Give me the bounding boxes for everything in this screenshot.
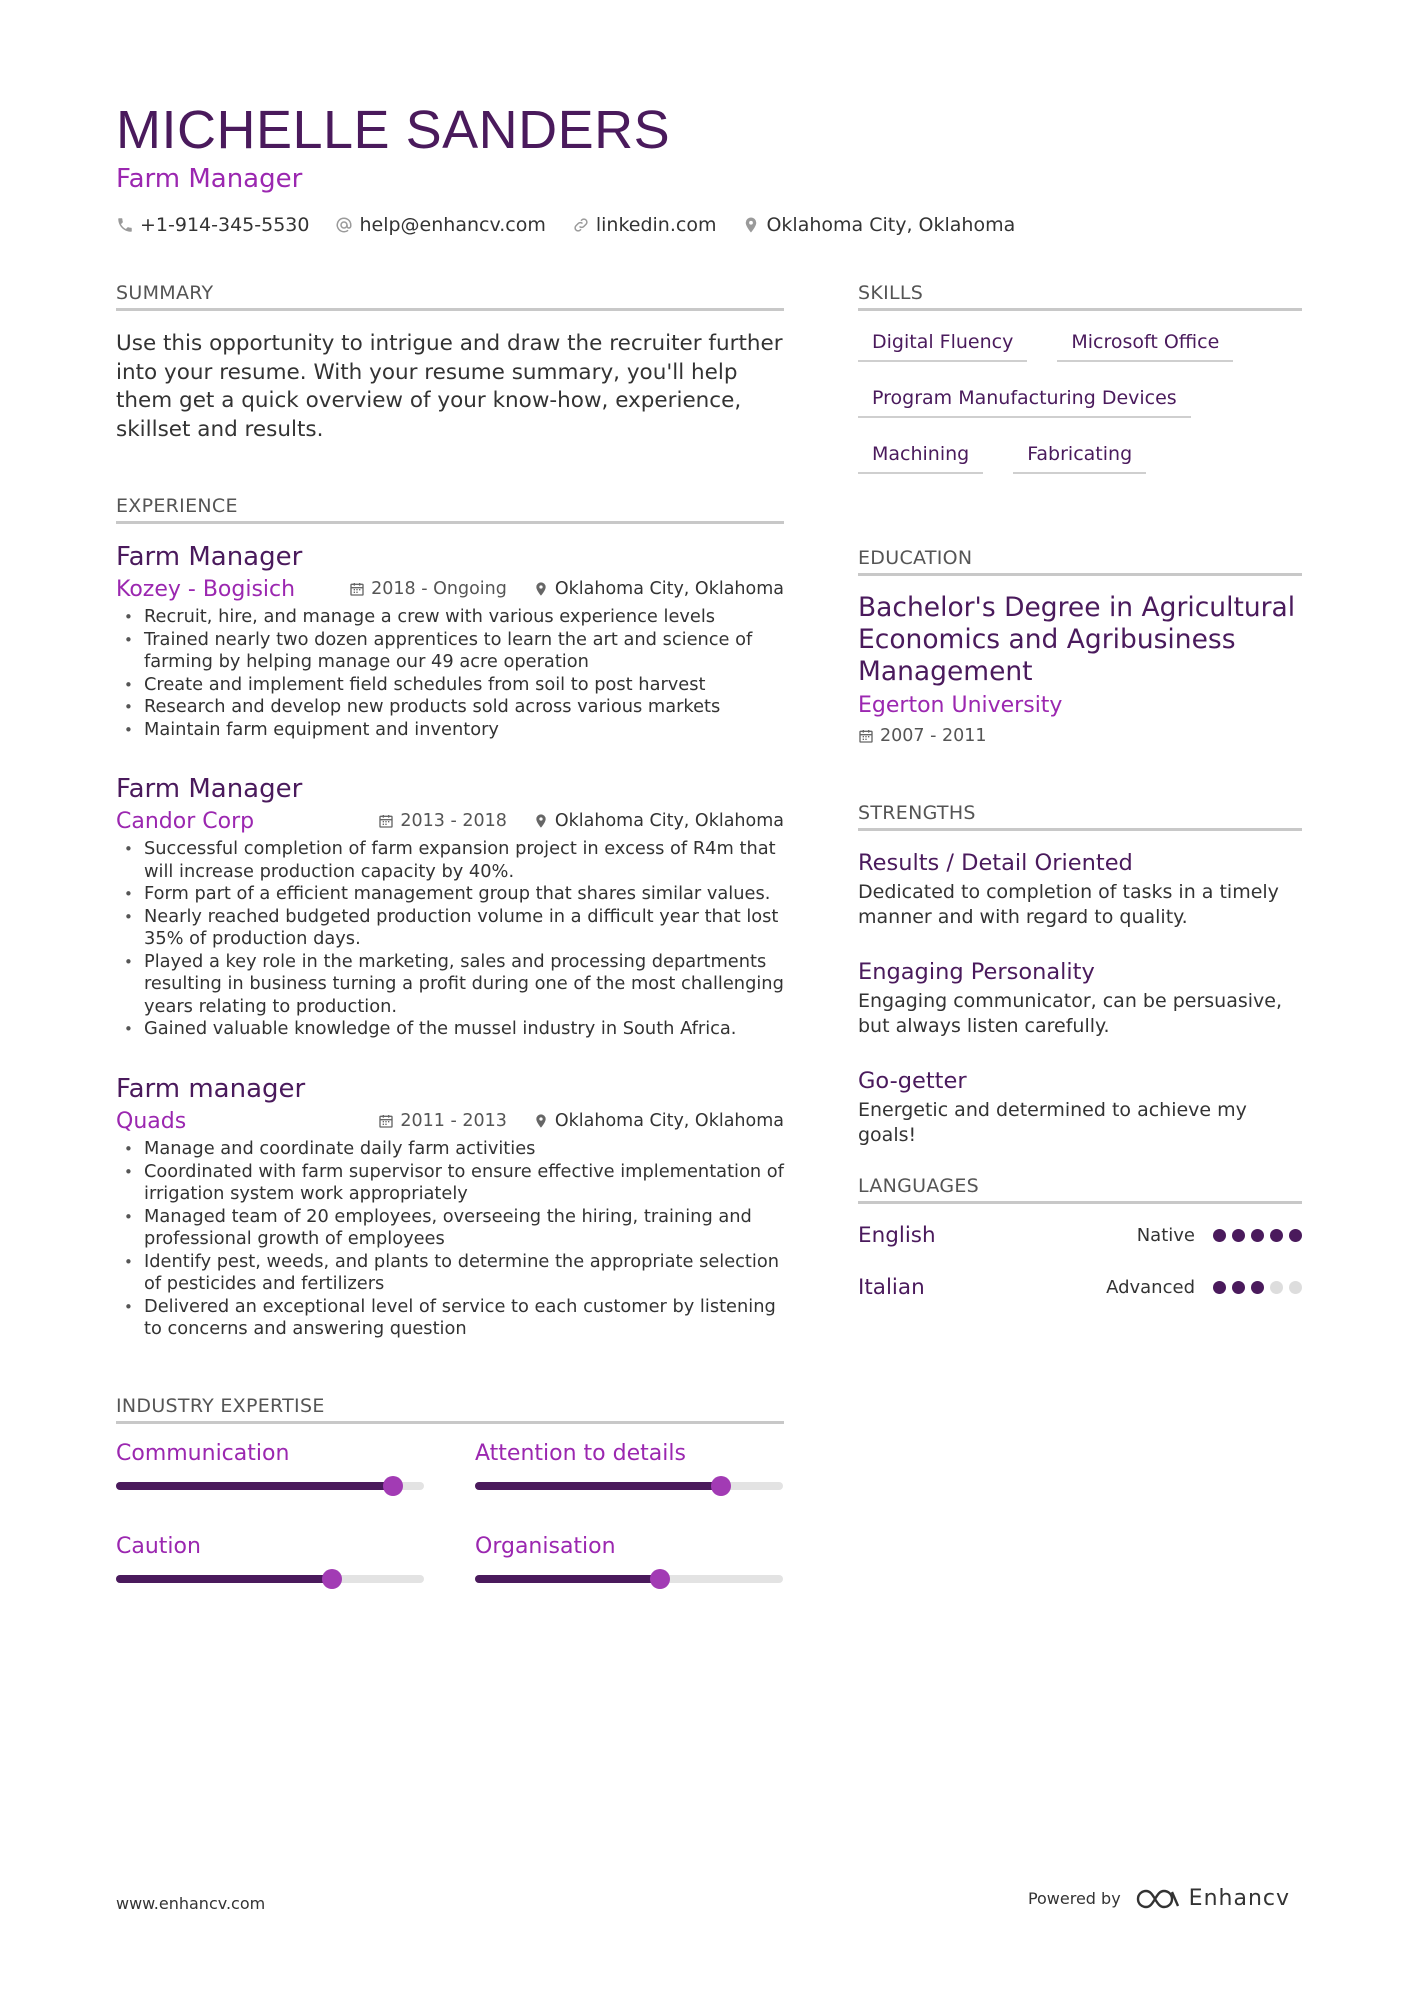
phone-text: +1-914-345-5530 bbox=[140, 214, 310, 236]
expertise-bar bbox=[475, 1482, 783, 1490]
list-item: • Create and implement field schedules from soil to post harvest bbox=[116, 674, 784, 697]
job-entry bbox=[116, 540, 784, 741]
expertise-bar-knob bbox=[711, 1476, 731, 1496]
languages-heading: LANGUAGES bbox=[858, 1175, 1302, 1204]
job-meta bbox=[116, 1106, 784, 1136]
candidate-title: Farm Manager bbox=[116, 164, 303, 194]
calendar-icon bbox=[349, 581, 365, 597]
language-dots bbox=[1213, 1229, 1302, 1242]
strength-description: Engaging communicator, can be persuasive, but always listen carefully. bbox=[858, 990, 1282, 1037]
job-bullets bbox=[116, 606, 784, 741]
expertise-bar-fill bbox=[116, 1575, 332, 1583]
skill-tag: Fabricating bbox=[1013, 442, 1146, 474]
job-company: Quads bbox=[116, 1108, 187, 1134]
language-dots bbox=[1213, 1281, 1302, 1294]
job-location-text: Oklahoma City, Oklahoma bbox=[554, 811, 784, 831]
rating-dot bbox=[1251, 1281, 1264, 1294]
skill-tag: Program Manufacturing Devices bbox=[858, 386, 1191, 418]
rating-dot bbox=[1289, 1229, 1302, 1242]
language-proficiency bbox=[1137, 1225, 1302, 1246]
list-item: • Trained nearly two dozen apprentices to learn the art and science of farming by helping manage our 49 acre operation bbox=[116, 629, 784, 674]
location-text: Oklahoma City, Oklahoma bbox=[766, 214, 1016, 236]
rating-dot bbox=[1213, 1229, 1226, 1242]
expertise-item bbox=[475, 1533, 783, 1583]
language-item bbox=[858, 1220, 1302, 1250]
language-item bbox=[858, 1272, 1302, 1302]
list-item: • Delivered an exceptional level of service to each customer by listening to concerns and answering question bbox=[116, 1296, 784, 1341]
footer-branding bbox=[1028, 1886, 1290, 1911]
contact-linkedin[interactable] bbox=[572, 214, 717, 236]
list-item: • Manage and coordinate daily farm activities bbox=[116, 1138, 784, 1161]
contact-phone bbox=[116, 214, 309, 236]
summary-heading: SUMMARY bbox=[116, 282, 784, 311]
expertise-label: Caution bbox=[116, 1534, 201, 1559]
location-pin-icon bbox=[533, 581, 549, 597]
footer-site-link[interactable]: www.enhancv.com bbox=[116, 1894, 266, 1913]
language-level: Advanced bbox=[1106, 1276, 1195, 1298]
education-entry bbox=[858, 592, 1302, 746]
degree-title: Bachelor's Degree in Agricultural Economics and Agribusiness Management bbox=[858, 592, 1296, 687]
candidate-name: MICHELLE SANDERS bbox=[116, 100, 671, 160]
list-item: • Successful completion of farm expansion project in excess of R4m that will increase production capacity by 40%. bbox=[116, 838, 784, 883]
expertise-bar bbox=[116, 1482, 424, 1490]
list-item: • Coordinated with farm supervisor to ensure effective implementation of irrigation system work appropriately bbox=[116, 1161, 784, 1206]
brand-logo[interactable] bbox=[1135, 1886, 1290, 1911]
skill-tag: Machining bbox=[858, 442, 983, 474]
strength-title: Results / Detail Oriented bbox=[858, 850, 1133, 876]
strength-description: Dedicated to completion of tasks in a timely manner and with regard to quality. bbox=[858, 881, 1279, 928]
job-location bbox=[533, 579, 784, 599]
job-dates bbox=[349, 579, 507, 599]
skills-heading: SKILLS bbox=[858, 282, 1302, 311]
at-icon bbox=[335, 216, 353, 234]
list-item: • Managed team of 20 employees, overseeing the hiring, training and professional growth of employees bbox=[116, 1206, 784, 1251]
education-dates-text: 2007 - 2011 bbox=[880, 726, 987, 746]
rating-dot bbox=[1270, 1229, 1283, 1242]
strength-item bbox=[858, 848, 1302, 929]
strength-title: Engaging Personality bbox=[858, 959, 1095, 985]
education-dates bbox=[858, 726, 1302, 746]
job-title: Farm manager bbox=[116, 1074, 306, 1104]
expertise-bar-fill bbox=[475, 1575, 660, 1583]
job-title: Farm Manager bbox=[116, 774, 303, 804]
strength-item bbox=[858, 957, 1302, 1038]
expertise-bar-fill bbox=[475, 1482, 721, 1490]
powered-by-label: Powered by bbox=[1027, 1889, 1121, 1908]
job-company: Candor Corp bbox=[116, 808, 255, 834]
email-text[interactable]: help@enhancv.com bbox=[359, 214, 546, 236]
contact-bar bbox=[116, 210, 1015, 240]
expertise-item bbox=[116, 1440, 424, 1490]
rating-dot bbox=[1232, 1281, 1245, 1294]
education-heading: EDUCATION bbox=[858, 547, 1302, 576]
expertise-item bbox=[475, 1440, 783, 1490]
list-item: • Form part of a efficient management group that shares similar values. bbox=[116, 883, 784, 906]
list-item: • Nearly reached budgeted production volume in a difficult year that lost 35% of production days. bbox=[116, 906, 784, 951]
phone-icon bbox=[116, 216, 134, 234]
job-company: Kozey - Bogisich bbox=[116, 576, 296, 602]
job-dates bbox=[378, 811, 507, 831]
contact-location bbox=[742, 214, 1015, 236]
list-item: • Played a key role in the marketing, sales and processing departments resulting in business turning a profit during one of the most challenging years relating to production. bbox=[116, 951, 784, 1019]
list-item: • Recruit, hire, and manage a crew with various experience levels bbox=[116, 606, 784, 629]
job-location bbox=[533, 1111, 784, 1131]
strengths-heading: STRENGTHS bbox=[858, 802, 1302, 831]
job-meta-right bbox=[349, 579, 784, 599]
list-item: • Research and develop new products sold across various markets bbox=[116, 696, 784, 719]
expertise-bar-fill bbox=[116, 1482, 393, 1490]
job-dates-text: 2018 - Ongoing bbox=[371, 579, 507, 599]
job-meta bbox=[116, 806, 784, 836]
experience-heading: EXPERIENCE bbox=[116, 495, 784, 524]
job-meta-right bbox=[378, 811, 784, 831]
list-item: • Identify pest, weeds, and plants to determine the appropriate selection of pesticides and fertilizers bbox=[116, 1251, 784, 1296]
expertise-bar-knob bbox=[650, 1569, 670, 1589]
strength-title: Go-getter bbox=[858, 1068, 967, 1094]
skills-list bbox=[858, 330, 1302, 474]
job-bullets bbox=[116, 838, 784, 1041]
rating-dot bbox=[1251, 1229, 1264, 1242]
school-name: Egerton University bbox=[858, 693, 1063, 718]
calendar-icon bbox=[378, 1113, 394, 1129]
location-pin-icon bbox=[533, 1113, 549, 1129]
job-dates-text: 2013 - 2018 bbox=[400, 811, 507, 831]
list-item: • Gained valuable knowledge of the mussel industry in South Africa. bbox=[116, 1018, 784, 1041]
calendar-icon bbox=[858, 728, 874, 744]
linkedin-text[interactable]: linkedin.com bbox=[595, 214, 717, 236]
job-entry bbox=[116, 772, 784, 1041]
calendar-icon bbox=[378, 813, 394, 829]
expertise-bar-knob bbox=[383, 1476, 403, 1496]
strength-description: Energetic and determined to achieve my goals! bbox=[858, 1099, 1247, 1146]
expertise-bar bbox=[475, 1575, 783, 1583]
language-name: English bbox=[858, 1222, 936, 1248]
expertise-label: Communication bbox=[116, 1441, 290, 1466]
expertise-label: Organisation bbox=[475, 1534, 616, 1559]
rating-dot bbox=[1270, 1281, 1283, 1294]
strength-item bbox=[858, 1066, 1302, 1147]
language-level: Native bbox=[1136, 1224, 1195, 1246]
brand-name: Enhancv bbox=[1188, 1886, 1290, 1911]
expertise-bar bbox=[116, 1575, 424, 1583]
contact-email[interactable] bbox=[335, 214, 545, 236]
skill-tag: Digital Fluency bbox=[858, 330, 1027, 362]
job-entry bbox=[116, 1072, 784, 1341]
job-title: Farm Manager bbox=[116, 542, 303, 572]
skill-tag: Microsoft Office bbox=[1057, 330, 1233, 362]
list-item: • Maintain farm equipment and inventory bbox=[116, 719, 784, 742]
industry-expertise-heading: INDUSTRY EXPERTISE bbox=[116, 1395, 784, 1424]
language-proficiency bbox=[1106, 1277, 1302, 1298]
job-meta bbox=[116, 574, 784, 604]
enhancv-logo-icon bbox=[1135, 1887, 1181, 1911]
job-bullets bbox=[116, 1138, 784, 1341]
rating-dot bbox=[1232, 1229, 1245, 1242]
summary-text: Use this opportunity to intrigue and draw the recruiter further into your resume. With your resume summary, you'll help them get a quick overview of your know-how, experience, skillset and results. bbox=[116, 331, 783, 442]
expertise-bar-knob bbox=[322, 1569, 342, 1589]
location-pin-icon bbox=[742, 216, 760, 234]
expertise-item bbox=[116, 1533, 424, 1583]
expertise-label: Attention to details bbox=[475, 1441, 686, 1466]
rating-dot bbox=[1213, 1281, 1226, 1294]
location-pin-icon bbox=[533, 813, 549, 829]
rating-dot bbox=[1289, 1281, 1302, 1294]
job-dates-text: 2011 - 2013 bbox=[400, 1111, 507, 1131]
job-location-text: Oklahoma City, Oklahoma bbox=[554, 579, 784, 599]
language-name: Italian bbox=[858, 1274, 925, 1300]
job-dates bbox=[378, 1111, 507, 1131]
link-icon bbox=[572, 216, 590, 234]
job-location-text: Oklahoma City, Oklahoma bbox=[554, 1111, 784, 1131]
job-meta-right bbox=[378, 1111, 784, 1131]
job-location bbox=[533, 811, 784, 831]
